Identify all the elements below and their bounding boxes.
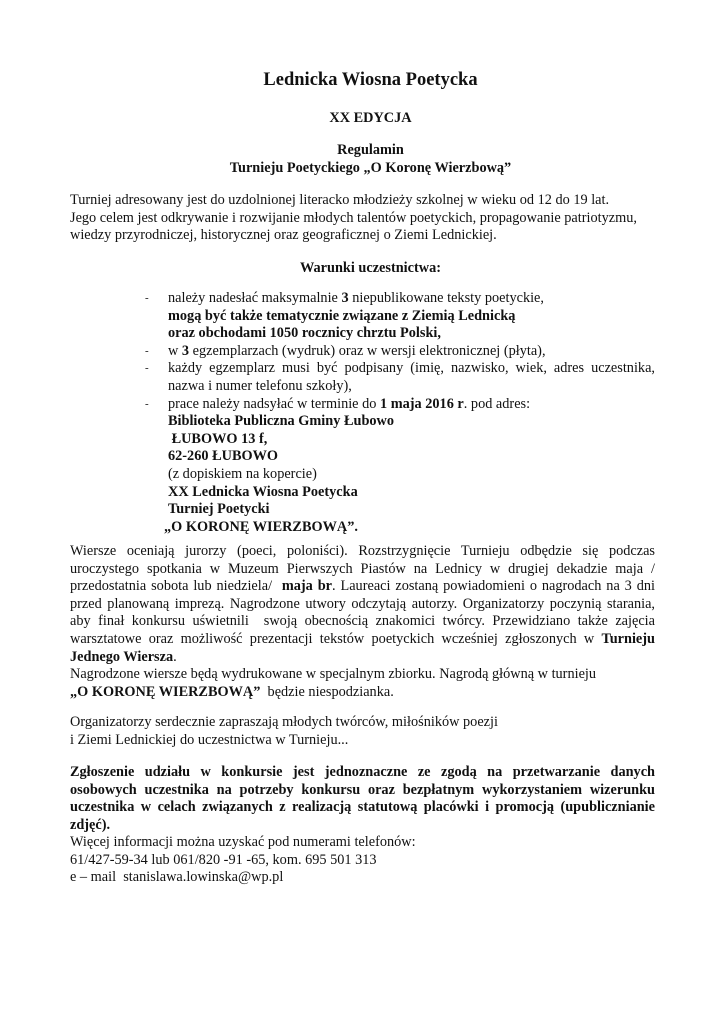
address-line: Turniej Poetycki (168, 501, 270, 518)
paragraph-line (70, 631, 655, 649)
intro-line: Jego celem jest odkrywanie i rozwijanie młodych talentów poetyckich, propagowanie patriotyzmu, (70, 209, 637, 226)
address-line: ŁUBOWO 13 f, (168, 430, 268, 447)
paragraph-line: Więcej informacji można uzyskać pod numerami telefonów: (70, 834, 416, 850)
dash-bullet-icon: - (145, 344, 149, 357)
paragraph-line: przed planowaną imprezą. Nagrodzone utwory odczytają autorzy. Organizatorzy poczynią starania, (70, 595, 655, 612)
dash-bullet-icon: - (145, 362, 149, 375)
invitation-paragraph (70, 714, 655, 749)
paragraph-line: Zgłoszenie udziału w konkursie jest jednoznaczne ze zgodą na przetwarzanie danych (70, 764, 655, 780)
paragraph-part: . Laureaci zostaną powiadomieni o nagrodach na 3 dni (332, 578, 655, 595)
postal-address (164, 413, 655, 536)
item-count: 3 (341, 290, 349, 306)
item-text-part: egzemplarzach (wydruk) oraz w wersji elektronicznej (płyta), (189, 342, 546, 359)
address-line: 62-260 ŁUBOWO (168, 448, 279, 465)
item-text-part: . pod adres: (463, 395, 531, 412)
list-item (145, 360, 655, 395)
regulation-title: Regulamin (337, 142, 404, 158)
paragraph-part: maja br (281, 578, 333, 595)
address-line: XX Lednicka Wiosna Poetycka (168, 483, 358, 500)
item-text-part: niepublikowane teksty poetyckie, (348, 290, 544, 306)
paragraph-line: Wiersze oceniają jurorzy (poeci, poloniści). Rozstrzygnięcie Turnieju odbędzie się podczas (70, 543, 655, 559)
item-text (168, 343, 655, 361)
paragraph-line (70, 684, 655, 702)
paragraph-part: . (173, 648, 177, 665)
item-text: każdy egzemplarz musi być podpisany (imię, nazwisko, wiek, adres uczestnika, (168, 360, 655, 377)
intro-line: Turniej adresowany jest do uzdolnionej literacko młodzieży szkolnej w wieku od 12 do 19 lat. (70, 192, 610, 208)
regulation-subtitle: Turnieju Poetyckiego „O Koronę Wierzbową” (229, 160, 512, 176)
edition-label: XX EDYCJA (329, 110, 412, 126)
jury-paragraph (70, 543, 655, 701)
paragraph-line: i Ziemi Lednickiej do uczestnictwa w Turnieju... (70, 731, 349, 748)
paragraph-part: warsztatowe oraz możliwość prezentacji tekstów poetyckich wcześniej zgłoszonych w (70, 630, 602, 647)
contact-paragraph (70, 834, 655, 887)
intro-line: wiedzy przyrodniczej, historycznej oraz geograficznej o Ziemi Lednickiej. (70, 227, 497, 244)
intro-paragraph (70, 192, 655, 245)
item-text (168, 396, 655, 414)
paragraph-line (70, 649, 655, 667)
dash-bullet-icon: - (145, 292, 149, 304)
item-text (168, 290, 655, 308)
list-item (145, 396, 655, 537)
dash-bullet-icon: - (145, 397, 149, 410)
paragraph-line: Nagrodzone wiersze będą wydrukowane w specjalnym zbiorku. Nagrodą główną w turnieju (70, 666, 597, 683)
deadline-date: 1 maja 2016 r (379, 395, 464, 412)
paragraph-part: będzie niespodzianka. (260, 683, 394, 700)
item-text: mogą być także tematycznie związane z Ziemią Lednicką (168, 307, 516, 324)
address-line: (z dopiskiem na kopercie) (168, 465, 317, 482)
paragraph-line (70, 578, 655, 596)
email-line: e – mail stanislawa.lowinska@wp.pl (70, 869, 284, 886)
address-line: „O KORONĘ WIERZBOWĄ”. (164, 518, 358, 535)
document-title: Lednicka Wiosna Poetycka (263, 70, 478, 90)
conditions-heading: Warunki uczestnictwa: (300, 260, 441, 276)
paragraph-part: przedostatnia sobota lub niedziela/ (70, 578, 282, 595)
paragraph-part: „O KORONĘ WIERZBOWĄ” (70, 683, 261, 700)
item-text: oraz obchodami 1050 rocznicy chrztu Polski, (168, 325, 441, 342)
paragraph-part: Jednego Wiersza (70, 648, 174, 665)
item-text-part: w (168, 342, 182, 359)
item-text-part: prace należy nadsyłać w terminie do (168, 395, 380, 412)
paragraph-line: osobowych uczestnika na potrzeby konkursu oraz bezpłatnym wykorzystaniem wizerunku (70, 781, 655, 798)
paragraph-line: aby finał konkursu uświetnili swoją obecnością znakomici twórcy. Przewidziano także zajęcia (70, 613, 655, 630)
paragraph-part: Turnieju (601, 630, 655, 647)
consent-paragraph (70, 764, 655, 834)
address-line: Biblioteka Publiczna Gminy Łubowo (168, 413, 395, 430)
list-item (145, 343, 655, 361)
paragraph-line: zdjęć). (70, 816, 111, 833)
item-text-part: należy nadesłać maksymalnie (168, 290, 342, 306)
conditions-list (145, 290, 655, 536)
item-count: 3 (181, 342, 190, 359)
item-text: nazwa i numer telefonu szkoły), (168, 377, 352, 394)
paragraph-line: uczestnika w celach związanych z realizacją statutową placówki i promocją (upublicznianie (70, 799, 655, 816)
paragraph-line: uroczystego spotkania w Muzeum Pierwszych Piastów na Lednicy w drugiej dekadzie maja / (70, 560, 655, 577)
paragraph-line: Organizatorzy serdecznie zapraszają młodych twórców, miłośników poezji (70, 714, 498, 730)
list-item (145, 290, 655, 343)
phone-numbers: 61/427-59-34 lub 061/820 -91 -65, kom. 695 501 313 (70, 851, 377, 868)
